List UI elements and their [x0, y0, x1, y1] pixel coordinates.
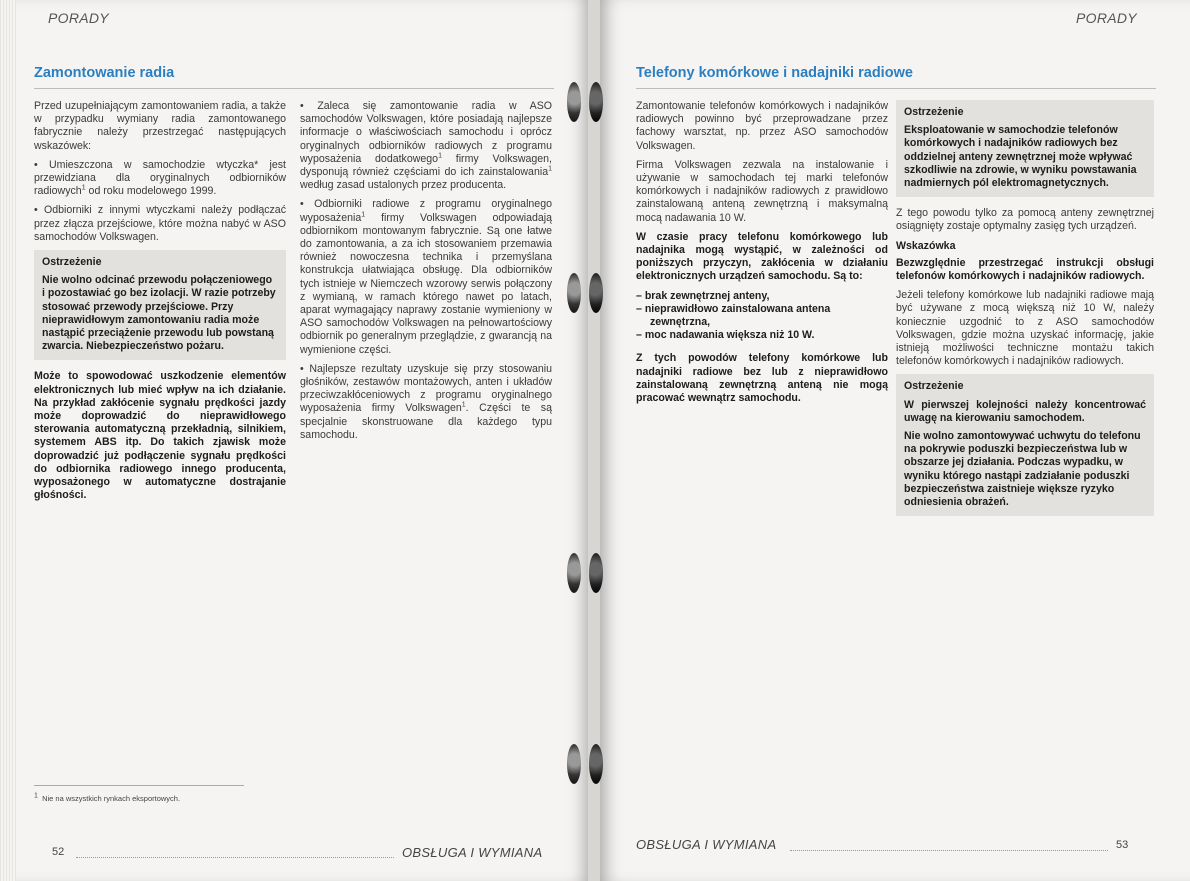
hint-title: Wskazówka [896, 239, 956, 252]
warning-text: Nie wolno odcinać przewodu połączeniowego i pozostawiać go bez izolacji. W razie potrzeby stosować przewody przejściowe. Przy nieprawidłowym zamontowaniu radia może nastąpić przeciążenie przewodu lub powstaną zwarcia. Niebezpieczeństwo pożaru. [42, 274, 276, 353]
bold-paragraph: Może to spowodować uszkodzenie elementów elektronicznych lub mieć wpływ na ich działanie. Na przykład zakłócenie sygnału prędkości jazdy może doprowadzić do nieprawidłowego sterowania automatyczną przekładnią, silnikiem, systemem ABS itp. Do takich zjawisk może doprowadzić już podłączenie sygnału prędkości do odbiornika radiowego innego producenta, wyposażonego w automatyczne dostrajanie głośności. [34, 370, 286, 502]
warning-box [896, 374, 1154, 516]
hint-text: Bezwzględnie przestrzegać instrukcji obsługi telefonów komórkowych i nadajników radiowych. [896, 256, 1154, 283]
binder-ring-icon [567, 273, 605, 315]
warning-text: Nie wolno zamontowywać uchwytu do telefonu na pokrywie poduszki bezpieczeństwa lub w obszarze jej działania. Podczas wypadku, w wyniku którego nastąpi zadziałanie poduszki bezpieczeństwa zaistnieje większe ryzyko odniesienia obrażeń. [904, 430, 1141, 509]
page-53 [600, 0, 1190, 881]
title-rule [34, 88, 554, 89]
paragraph: • Odbiorniki z innymi wtyczkami należy podłączać przez złącza przejściowe, które można nabyć w ASO samochodów Volkswagen. [34, 204, 286, 243]
page-edge [0, 0, 16, 881]
footer-title: OBSŁUGA I WYMIANA [402, 845, 543, 860]
warning-title: Ostrzeżenie [42, 256, 102, 269]
page-number: 53 [1116, 839, 1129, 851]
footer-dots [790, 850, 1108, 851]
list-item: – moc nadawania większa niż 10 W. [636, 329, 815, 342]
binder-ring-icon [567, 553, 605, 595]
footnote-rule [34, 785, 244, 786]
binder-ring-icon [567, 744, 605, 786]
paragraph: Zamontowanie telefonów komórkowych i nadajników radiowych powinno być przeprowadzane przez fachowy warsztat, np. przez ASO samochodów Volkswagen. [636, 100, 888, 152]
paragraph: Jeżeli telefony komórkowe lub nadajniki radiowe mają być używane z mocą większą niż 10 W, należy koniecznie uzgodnić to z ASO samochodów Volkswagen, gdzie można uzyskać informację, jakie istnieją możliwości techniczne montażu takich telefonów komórkowych i nadajników radiowych. [896, 289, 1154, 368]
paragraph: Z tego powodu tylko za pomocą anteny zewnętrznej osiągnięty zostaje optymalny zasięg tych urządzeń. [896, 207, 1154, 233]
warning-title: Ostrzeżenie [904, 106, 964, 118]
paragraph: Firma Volkswagen zezwala na instalowanie i używanie w samochodach tej marki telefonów komórkowych i nadajników radiowych z prawidłowo zainstalowaną anteną zewnętrzną i maksymalną mocą nadawania 10 W. [636, 158, 888, 224]
list-item: – nieprawidłowo zainstalowana antena zewnętrzna, [636, 302, 831, 329]
warning-box [896, 100, 1154, 197]
title-rule [636, 88, 1156, 89]
paragraph: • Umieszczona w samochodzie wtyczka* jest przewidziana dla oryginalnych odbiorników radiowych$^1$ od roku modelowego 1999. [34, 158, 286, 198]
paragraph: • Zaleca się zamontowanie radia w ASO samochodów Volkswagen, które posiadają najlepsze informacje o właściwościach samochodu i oprócz oryginalnych odbiorników radiowych z programu wyposażenia dodatkowego$^1$ firmy Volkswagen, dysponują również częściami do ich zainstalowania$^1$ według zasad ustalonych przez producenta. [300, 100, 552, 192]
paragraph: • Najlepsze rezultaty uzyskuje się przy stosowaniu głośników, zestawów montażowych, anten i układów przeciwzakłóceniowych z programu oryginalnego wyposażenia firmy Volkswagen$^1$. Części te są specjalnie skonstruowane dla każdego typu samochodu. [300, 362, 552, 441]
running-head: PORADY [48, 10, 109, 26]
right-column-1 [636, 100, 888, 411]
footnote: $^1$ Nie na wszystkich rynkach eksportowych. [34, 792, 181, 803]
warning-box [34, 250, 286, 360]
warning-text: Eksploatowanie w samochodzie telefonów komórkowych i nadajników radiowych bez oddzielnej anteny zewnętrznej może wpływać szkodliwie na zdrowie, w wyniku powstawania nadmiernych pól elektromagnetycznych. [904, 124, 1137, 190]
list-item: – brak zewnętrznej anteny, [636, 289, 770, 302]
running-head: PORADY [1076, 10, 1137, 26]
section-title: Zamontowanie radia [34, 65, 175, 81]
warning-title: Ostrzeżenie [904, 380, 964, 393]
left-column-2 [300, 100, 552, 448]
bold-paragraph: Z tych powodów telefony komórkowe lub nadajniki radiowe bez lub z nieprawidłowo zainstalowaną zewnętrzną anteną nie mogą pracować wewnątrz samochodu. [636, 352, 888, 405]
section-title: Telefony komórkowe i nadajniki radiowe [636, 65, 913, 81]
right-column-2 [896, 100, 1154, 526]
binder-ring-icon [567, 82, 605, 124]
paragraph: • Odbiorniki radiowe z programu oryginalnego wyposażenia$^1$ firmy Volkswagen odpowiadają odbiornikom montowanym fabrycznie. Są one łatwe do zamontowania, a za ich stosowaniem przemawia również nowoczesna technika i przemyślana konstrukcja ułatwiająca obsługę. Dla odbiorników tych istnieje w Niemczech wzorowy serwis połączony z wymianą, w ramach którego nawet po latach, aparat wymagający naprawy zostanie wymieniony w ASO samochodów Volkswagen na pełnowartościowy odbiornik po generalnym przeglądzie, z gwarancją na wymienione części. [300, 198, 552, 356]
left-column-1 [34, 100, 286, 508]
footer-dots [76, 857, 394, 858]
page-number: 52 [52, 846, 65, 858]
cause-list [636, 290, 888, 343]
warning-text: W pierwszej kolejności należy koncentrować uwagę na kierowaniu samochodem. [904, 398, 1146, 424]
footer-title: OBSŁUGA I WYMIANA [636, 837, 777, 852]
paragraph: Przed uzupełniającym zamontowaniem radia, a także w przypadku wymiany radia zamontowanego fabrycznie należy przestrzegać następujących wskazówek: [34, 100, 286, 152]
bold-paragraph: W czasie pracy telefonu komórkowego lub nadajnika mogą wystąpić, w zależności od poniższych przyczyn, zakłócenia w działaniu elektronicznych urządzeń samochodu. Są to: [636, 230, 888, 283]
page-52 [0, 0, 590, 881]
